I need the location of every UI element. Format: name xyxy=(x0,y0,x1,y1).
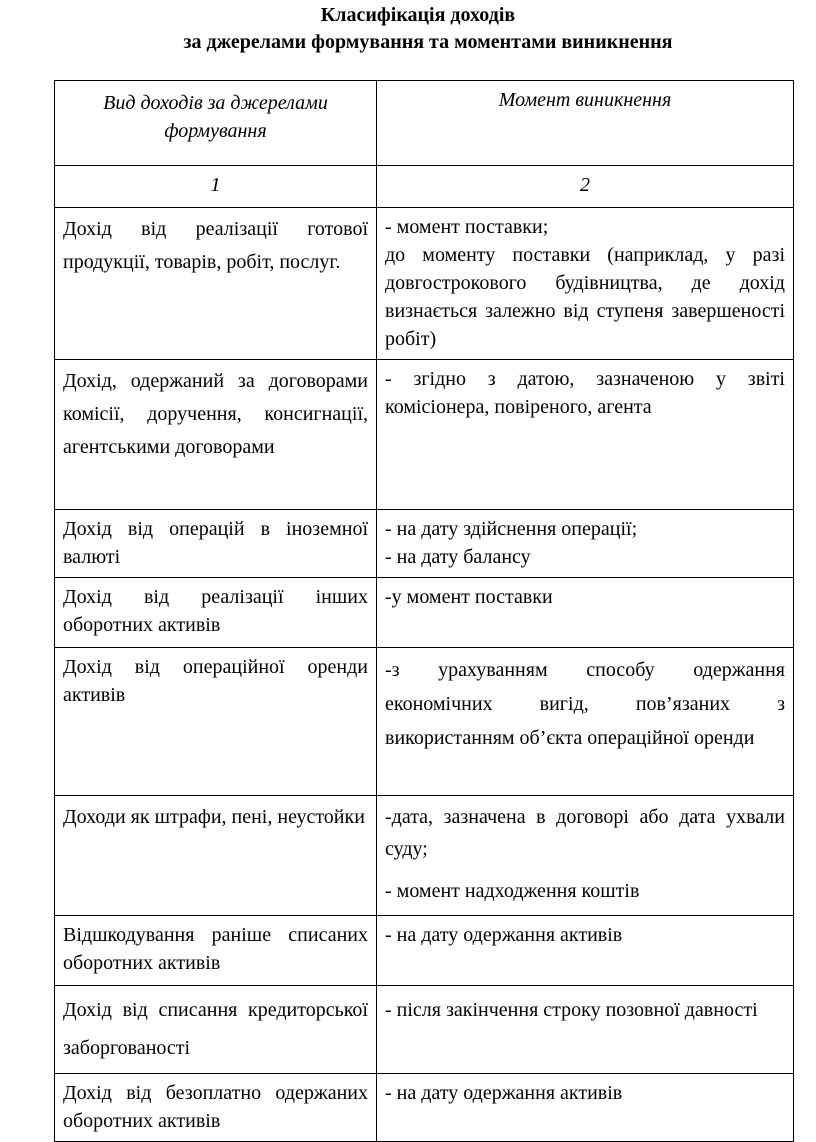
moment-line: - на дату одержання активів xyxy=(385,924,623,946)
income-moment-cell xyxy=(377,796,794,916)
moment-line: - згідно з датою, зазначеною у звіті комісіонера, повіреного, агента xyxy=(385,368,785,418)
table-row xyxy=(55,208,794,360)
income-moment-cell xyxy=(377,208,794,360)
income-source-cell: Дохід від операційної оренди активів xyxy=(55,648,377,796)
income-source-cell: Відшкодування раніше списаних оборотних активів xyxy=(55,916,377,986)
income-source-cell: Доходи як штрафи, пені, неустойки xyxy=(55,796,377,916)
column-number-2: 2 xyxy=(377,166,794,208)
income-moment-cell xyxy=(377,648,794,796)
income-classification-table xyxy=(54,80,794,1142)
income-source-cell: Дохід від реалізації інших оборотних активів xyxy=(55,578,377,648)
column-number-1: 1 xyxy=(55,166,377,208)
moment-line: -з урахуванням способу одержання економічних вигід, пов’язаних з використанням об’єкта операційної оренди xyxy=(385,659,785,749)
table-row xyxy=(55,916,794,986)
income-moment-cell xyxy=(377,510,794,578)
moment-line: -у момент поставки xyxy=(385,586,553,608)
moment-line: - після закінчення строку позовної давності xyxy=(385,999,758,1021)
income-source-cell: Дохід від реалізації готової продукції, товарів, робіт, послуг. xyxy=(55,208,377,360)
moment-line: - момент надходження коштів xyxy=(385,880,640,902)
table-row xyxy=(55,986,794,1074)
column-number-row xyxy=(55,166,794,208)
moment-line: до моменту поставки (наприклад, у разі довгострокового будівництва, де дохід визнається залежно від ступеня завершеності робіт) xyxy=(385,244,785,350)
title-line-1: Класифікація доходів xyxy=(320,4,516,26)
moment-line: -дата, зазначена в договорі або дата ухвали суду; xyxy=(385,806,785,860)
table-header-row xyxy=(55,81,794,166)
income-moment-cell xyxy=(377,578,794,648)
income-source-cell: Дохід, одержаний за договорами комісії, доручення, консигнації, агентськими договорами xyxy=(55,360,377,510)
moment-line: - на дату балансу xyxy=(385,546,531,568)
table-row xyxy=(55,578,794,648)
header-moment: Момент виникнення xyxy=(377,81,794,166)
moment-line: - момент поставки; xyxy=(385,216,549,238)
income-moment-cell xyxy=(377,986,794,1074)
income-moment-cell xyxy=(377,360,794,510)
income-source-cell: Дохід від операцій в іноземної валюті xyxy=(55,510,377,578)
document-title xyxy=(0,2,816,56)
title-line-2: за джерелами формування та моментами виникнення xyxy=(183,31,673,53)
table-row xyxy=(55,360,794,510)
income-moment-cell xyxy=(377,1074,794,1142)
income-moment-cell xyxy=(377,916,794,986)
income-source-cell: Дохід від списання кредиторської заборгованості xyxy=(55,986,377,1074)
income-source-cell: Дохід від безоплатно одержаних оборотних активів xyxy=(55,1074,377,1142)
table-row xyxy=(55,510,794,578)
header-income-type: Вид доходів за джерелами формування xyxy=(55,81,377,166)
moment-line: - на дату здійснення операції; xyxy=(385,518,638,540)
table-row xyxy=(55,1074,794,1142)
moment-line: - на дату одержання активів xyxy=(385,1082,623,1104)
table-row xyxy=(55,648,794,796)
table-row xyxy=(55,796,794,916)
